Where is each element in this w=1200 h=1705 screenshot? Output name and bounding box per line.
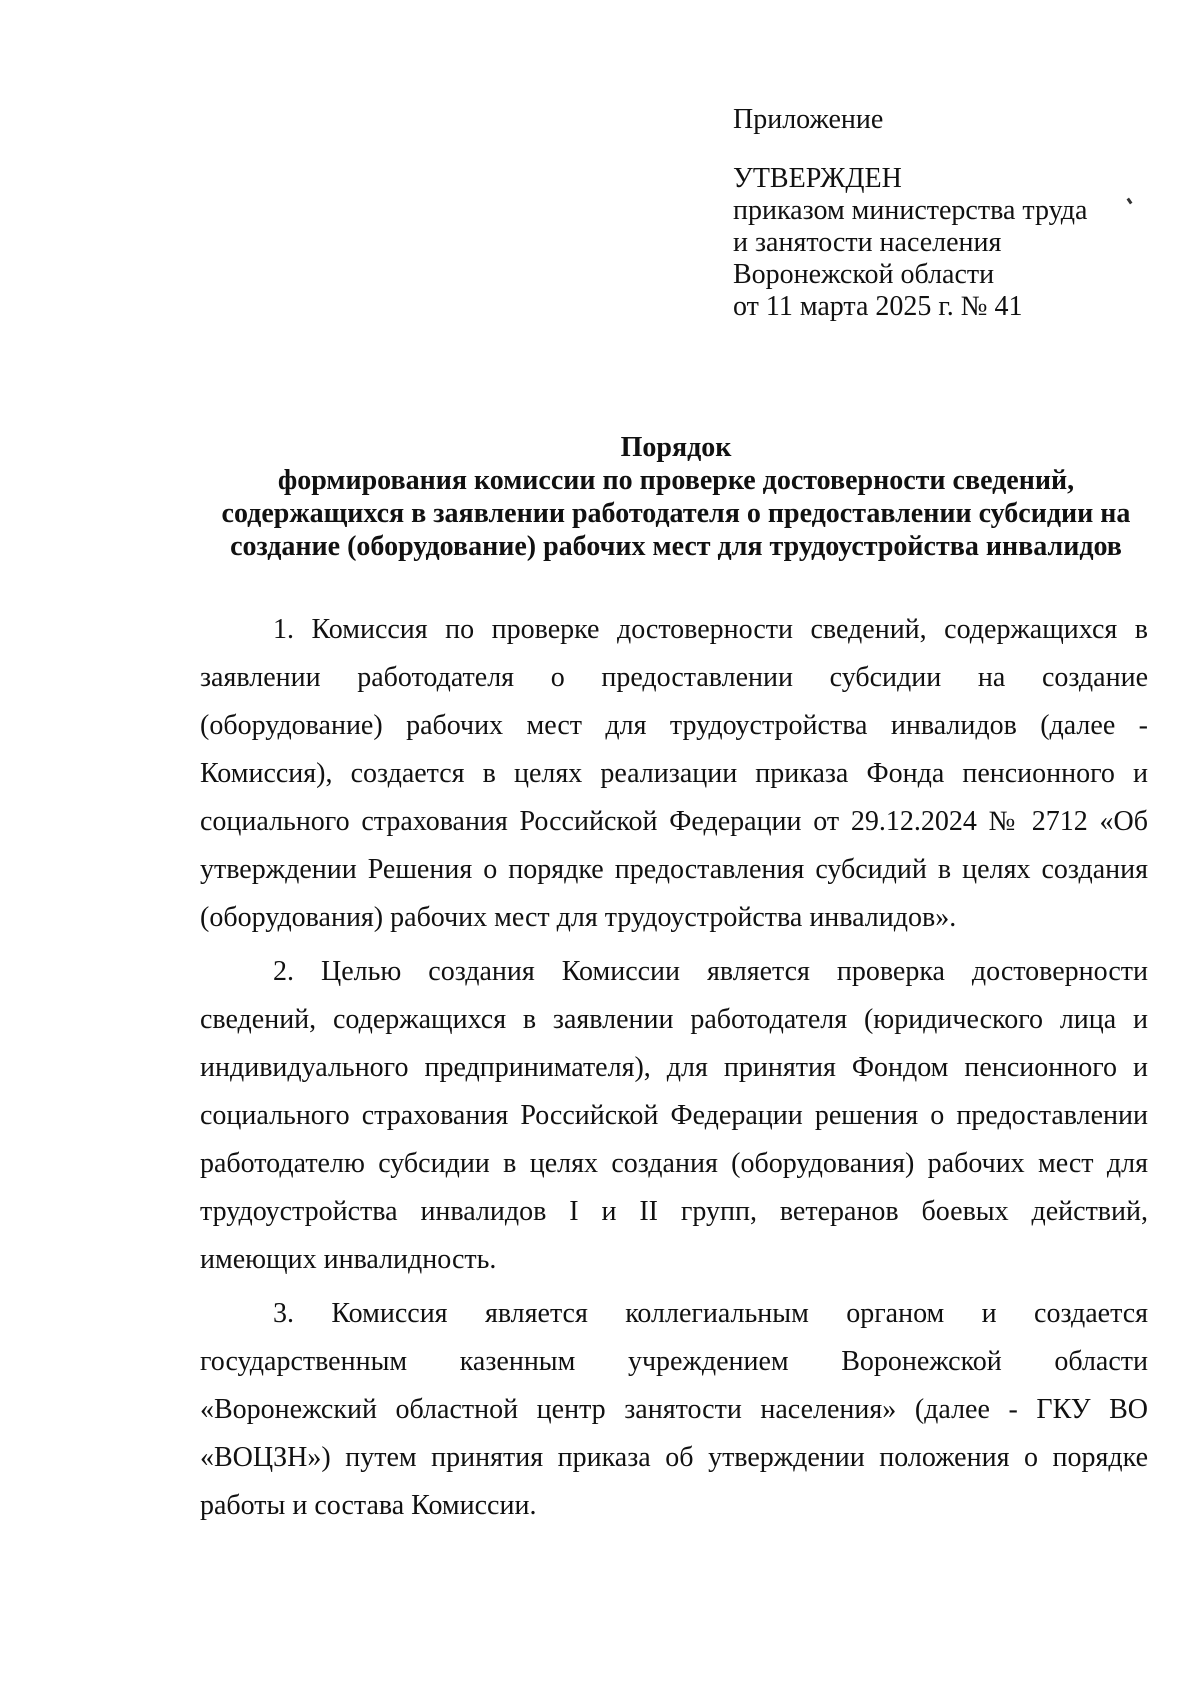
title-line: формирования комиссии по проверке достоверности сведений, [277,465,1075,496]
title-line: содержащихся в заявлении работодателя о предоставлении субсидии на [221,498,1131,529]
title-line: создание (оборудование) рабочих мест для трудоустройства инвалидов [230,531,1122,562]
title-heading: Порядок [620,432,732,463]
approval-line: и занятости населения [733,227,1002,258]
paragraph-line: работодателю субсидии в целях создания (оборудования) рабочих мест для [200,1148,1148,1179]
paragraph-line: индивидуального предпринимателя), для принятия Фондом пенсионного и [200,1052,1148,1083]
paragraph-line: (оборудование) рабочих мест для трудоустройства инвалидов (далее - [200,710,1148,741]
paragraph-line: 3. Комиссия является коллегиальным органом и создается [273,1298,1148,1329]
paragraph-3 [200,1290,1148,1530]
paragraph-line: «Воронежский областной центр занятости населения» (далее - ГКУ ВО [200,1394,1148,1425]
approval-stamp-block [733,104,1173,323]
paragraph-line: 1. Комиссия по проверке достоверности сведений, содержащихся в [273,614,1148,645]
paragraph-line: имеющих инвалидность. [200,1244,497,1275]
approval-date-line: от 11 марта 2025 г. № 41 [733,291,1023,322]
paragraph-line: «ВОЦЗН») путем принятия приказа об утверждении положения о порядке [200,1442,1148,1473]
paragraph-line: сведений, содержащихся в заявлении работодателя (юридического лица и [200,1004,1148,1035]
paragraph-line: заявлении работодателя о предоставлении субсидии на создание [200,662,1148,693]
paragraph-1 [200,606,1148,942]
paragraph-line: государственным казенным учреждением Воронежской области [200,1346,1148,1377]
paragraph-line: трудоустройства инвалидов I и II групп, ветеранов боевых действий, [200,1196,1148,1227]
appendix-label: Приложение [733,104,884,135]
paragraph-line: 2. Целью создания Комиссии является проверка достоверности [273,956,1148,987]
paragraph-line: социального страхования Российской Федерации от 29.12.2024 № 2712 «Об [200,806,1148,837]
approval-line: приказом министерства труда [733,195,1088,226]
document-body [200,606,1148,1536]
paragraph-line: (оборудования) рабочих мест для трудоустройства инвалидов». [200,902,957,933]
approved-label: УТВЕРЖДЕН [733,163,902,194]
paragraph-2 [200,948,1148,1284]
document-title [150,431,1200,563]
paragraph-line: Комиссия), создается в целях реализации приказа Фонда пенсионного и [200,758,1148,789]
paragraph-line: социального страхования Российской Федерации решения о предоставлении [200,1100,1148,1131]
paragraph-line: утверждении Решения о порядке предоставления субсидий в целях создания [200,854,1148,885]
paragraph-line: работы и состава Комиссии. [200,1490,537,1521]
approval-line: Воронежской области [733,259,995,290]
